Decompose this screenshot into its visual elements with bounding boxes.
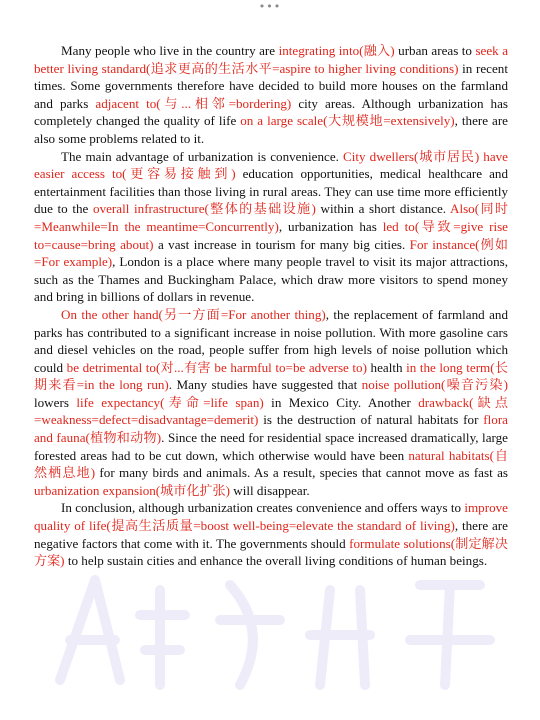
text-run: in Mexico City. Another <box>263 394 419 410</box>
text-run: education opportunities, medical healthcare and entertainment facilities than those living in rural areas. They can use time more efficiently due to the <box>34 166 508 217</box>
text-run: , urbanization has <box>278 218 383 234</box>
highlighted-phrase: be detrimental to(对...有害 be harmful to=be adverse to) <box>66 359 367 375</box>
text-run: lowers <box>34 394 77 410</box>
text-run: . Since the need for residential space increased dramatically, large forested areas had to be cut down, which otherwise would have been <box>34 430 508 463</box>
text-run: health <box>366 359 407 375</box>
essay-body <box>34 42 508 570</box>
text-run: , there are also some problems related to it. <box>34 113 508 146</box>
highlighted-phrase: natural habitats(自然栖息地) <box>34 447 509 481</box>
text-run: within a short distance. <box>315 201 450 217</box>
watermark-graphic <box>40 560 500 700</box>
highlighted-phrase: urbanization expansion(城市化扩张) <box>34 482 230 498</box>
text-run: in recent times. Some governments therefore have decided to build more houses on the farmland and parks <box>34 60 508 111</box>
text-run: The main advantage of urbanization is convenience. <box>61 148 344 164</box>
highlighted-phrase: integrating into(融入) <box>278 43 395 58</box>
highlighted-phrase: formulate solutions(制定解决方案) <box>34 535 509 569</box>
highlighted-phrase: life expectancy(寿命=life span) <box>76 394 264 410</box>
highlighted-phrase: adjacent to(与...相邻=bordering) <box>95 95 292 111</box>
text-run: city areas. Although urbanization has completely changed the quality of life <box>34 95 508 129</box>
highlighted-phrase: improve quality of life(提高生活质量=boost well-being=elevate the standard of living) <box>34 500 508 534</box>
top-handle-bar[interactable] <box>0 0 540 14</box>
text-run: urban areas to <box>394 43 476 58</box>
paragraph <box>34 499 508 569</box>
more-options-icon[interactable]: ••• <box>258 0 282 13</box>
paragraph <box>34 42 508 148</box>
text-run: a vast increase in tourism for many big cities. <box>153 236 410 252</box>
highlighted-phrase: in the long term(长期来看=in the long run) <box>34 359 508 393</box>
text-run: In conclusion, although urbanization creates convenience and offers ways to <box>61 500 465 516</box>
highlighted-phrase: flora and fauna(植物和动物) <box>34 412 508 446</box>
text-run: , the replacement of farmland and parks has contributed to a significant increase in noise pollution. With more gasoline cars and diesel vehicles on the road, people suffer from high levels of noise pollution which could <box>34 306 508 375</box>
text-run: , there are negative factors that come with it. The governments should <box>34 518 508 551</box>
highlighted-phrase: Also(同时=Meanwhile=In the meantime=Concurrently) <box>34 201 509 234</box>
highlighted-phrase: For instance(例如=For example) <box>34 236 509 270</box>
highlighted-phrase: led to(导致=give rise to=cause=bring about) <box>34 218 508 252</box>
highlighted-phrase: on a large scale(大规模地=extensively) <box>240 113 455 129</box>
highlighted-phrase: City dwellers(城市居民) have easier access to(更容易接触到) <box>34 148 508 182</box>
text-run: to help sustain cities and enhance the overall living conditions of human beings. <box>64 553 488 569</box>
text-run: is the destruction of natural habitats for <box>258 412 484 428</box>
highlighted-phrase: noise pollution(噪音污染) <box>361 377 509 393</box>
paragraph <box>34 306 508 500</box>
text-run: for many birds and animals. As a result, species that cannot move as fast as <box>95 465 508 481</box>
text-run: . Many studies have suggested that <box>168 377 362 393</box>
highlighted-phrase: On the other hand(另一方面=For another thing) <box>61 306 326 322</box>
text-run: , London is a place where many people travel to visit its major attractions, such as the Thames and Buckingham Palace, which draw more visitors to spend money and bring in billions of dollars in revenue. <box>34 254 508 305</box>
text-run: Many people who live in the country are <box>61 43 279 58</box>
highlighted-phrase: drawback(缺点=weakness=defect=disadvantage=demerit) <box>34 394 508 428</box>
paragraph <box>34 148 508 306</box>
highlighted-phrase: seek a better living standard(追求更高的生活水平=aspire to higher living conditions) <box>34 43 509 76</box>
text-run: will disappear. <box>230 482 310 498</box>
highlighted-phrase: overall infrastructure(整体的基础设施) <box>93 201 316 217</box>
